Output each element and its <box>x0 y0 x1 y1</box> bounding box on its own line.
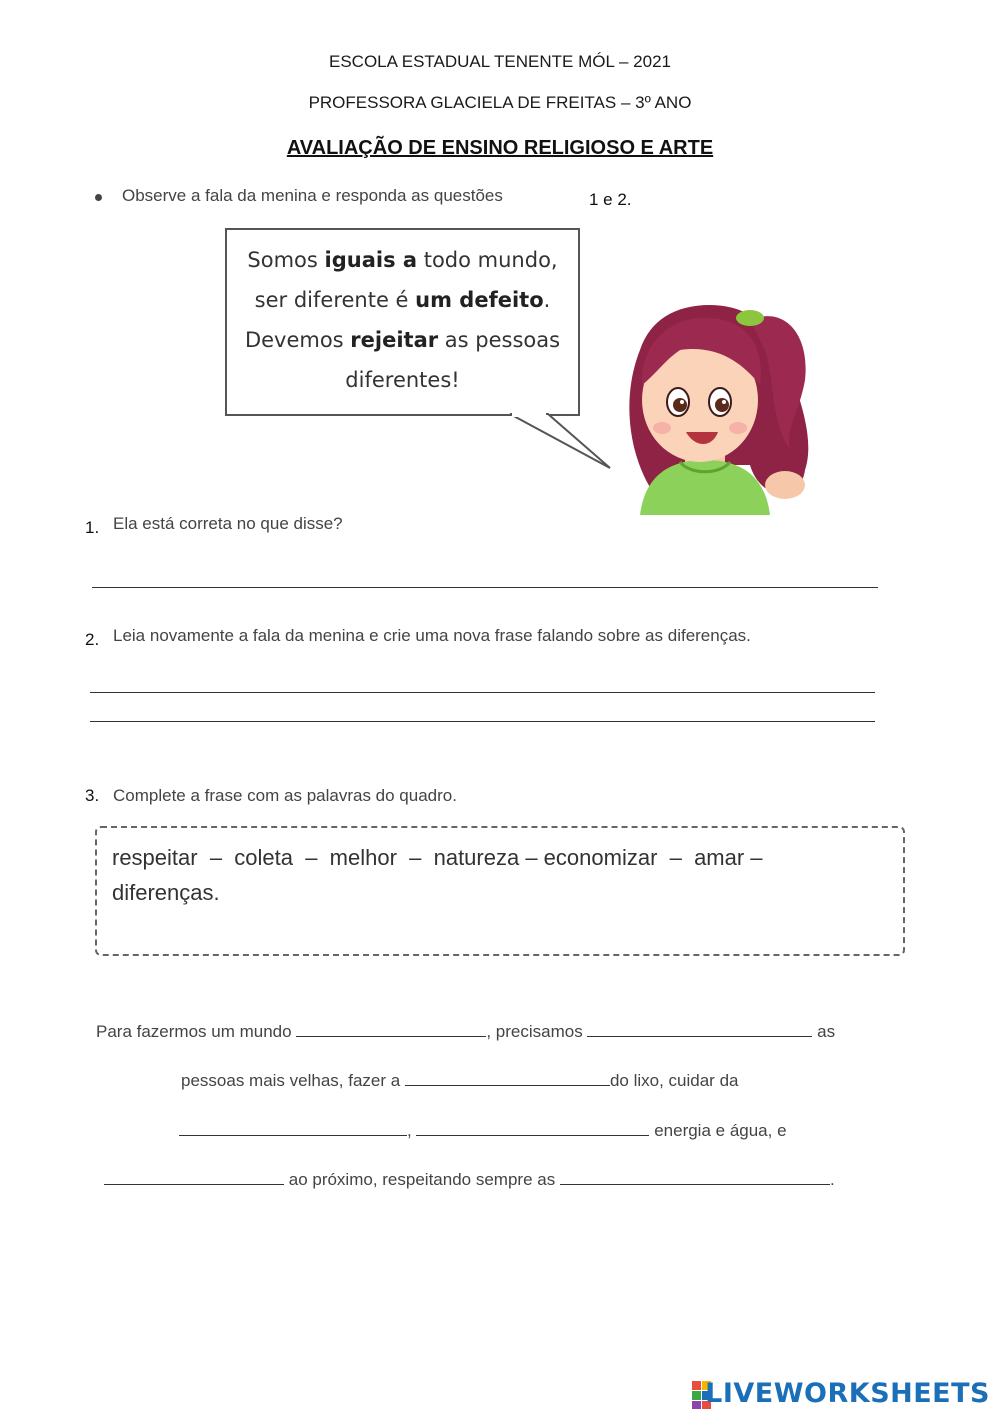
question-2-text: Leia novamente a fala da menina e crie uma nova frase falando sobre as diferenças. <box>113 626 751 645</box>
question-2-number: 2. <box>85 630 100 649</box>
speech-text: Somos iguais a todo mundo, ser diferente é um defeito. Devemos rejeitar as pessoas diferentes! <box>244 248 561 392</box>
school-name: ESCOLA ESTADUAL TENENTE MÓL – 2021 <box>328 52 672 71</box>
blank-1[interactable] <box>296 1022 486 1037</box>
question-1-text: Ela está correta no que disse? <box>113 514 343 533</box>
fill-line-1: Para fazermos um mundo , precisamos as <box>96 1022 836 1041</box>
blank-7[interactable] <box>560 1170 830 1185</box>
question-3-number: 3. <box>85 786 100 805</box>
page-title: AVALIAÇÃO DE ENSINO RELIGIOSO E ARTE <box>286 137 714 159</box>
word-list: respeitar – coleta – melhor – natureza – economizar – amar – diferenças. <box>112 845 763 905</box>
answer-line-2a[interactable] <box>90 692 875 693</box>
teacher-name: PROFESSORA GLACIELA DE FREITAS – 3º ANO <box>308 93 692 112</box>
fill-line-4: ao próximo, respeitando sempre as . <box>104 1170 835 1190</box>
intro-question-ref: 1 e 2. <box>589 190 632 209</box>
fill-line-3: , energia e água, e <box>179 1121 787 1141</box>
answer-line-2b[interactable] <box>90 721 875 722</box>
question-3-text: Complete a frase com as palavras do quadro. <box>113 786 457 805</box>
liveworksheets-logo[interactable]: LIVEWORKSHEETS <box>705 1378 990 1409</box>
blank-6[interactable] <box>104 1170 284 1185</box>
blank-4[interactable] <box>179 1121 407 1136</box>
fill-line-2: pessoas mais velhas, fazer a do lixo, cuidar da <box>181 1071 739 1090</box>
answer-line-1[interactable] <box>92 587 878 588</box>
intro-instruction: Observe a fala da menina e responda as questões <box>122 186 503 205</box>
blank-2[interactable] <box>587 1022 812 1037</box>
girl-illustration <box>600 290 815 515</box>
question-1-number: 1. <box>85 518 100 537</box>
blank-3[interactable] <box>405 1071 610 1086</box>
blank-5[interactable] <box>416 1121 649 1136</box>
